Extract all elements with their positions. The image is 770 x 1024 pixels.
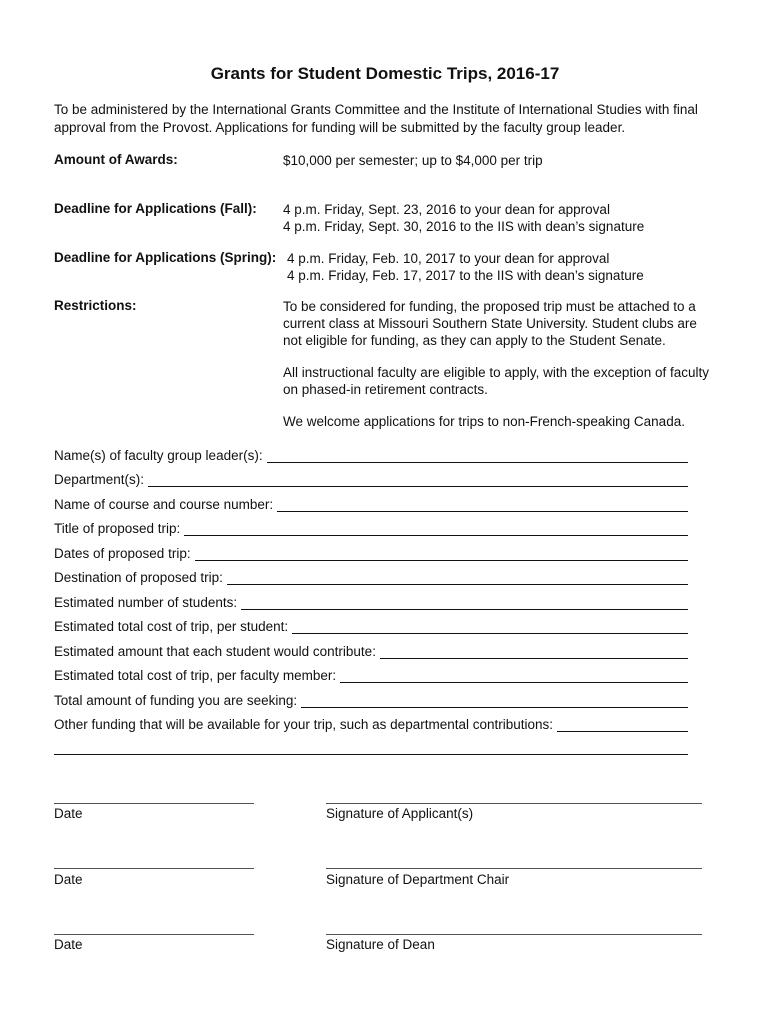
date-caption-3: Date — [54, 937, 83, 952]
cost-per-student-input-line[interactable] — [292, 620, 688, 634]
field-label: Dates of proposed trip: — [54, 546, 191, 561]
page-title: Grants for Student Domestic Trips, 2016-17 — [210, 64, 560, 83]
field-label: Estimated number of students: — [54, 595, 238, 610]
students-count-input-line[interactable] — [241, 596, 688, 610]
dean-signature-line[interactable] — [326, 934, 702, 935]
spring-deadline-label: Deadline for Applications (Spring): — [54, 250, 277, 265]
chair-signature-line[interactable] — [326, 868, 702, 869]
spring-deadline-line1: 4 p.m. Friday, Feb. 10, 2017 to your dean for approval — [287, 251, 610, 266]
trip-dates-input-line[interactable] — [195, 547, 688, 561]
field-label: Estimated total cost of trip, per faculty member: — [54, 668, 337, 683]
field-label: Destination of proposed trip: — [54, 570, 223, 585]
restrictions-paragraph-2: All instructional faculty are eligible to apply, with the exception of faculty on phased-in retirement contracts. — [283, 365, 709, 397]
spring-deadline-line2: 4 p.m. Friday, Feb. 17, 2017 to the IIS with dean’s signature — [287, 268, 644, 283]
restrictions-paragraph-1: To be considered for funding, the proposed trip must be attached to a current class at Missouri Southern State University. Student clubs are not eligible for funding, as they can apply to the Student Senate. — [283, 299, 697, 348]
applicant-signature-line[interactable] — [326, 803, 702, 804]
spring-deadline-value — [287, 250, 727, 284]
fall-deadline-label: Deadline for Applications (Fall): — [54, 201, 257, 216]
awards-value — [283, 152, 723, 169]
course-field[interactable] — [54, 492, 688, 512]
student-contribution-input-line[interactable] — [380, 645, 688, 659]
destination-input-line[interactable] — [227, 571, 688, 585]
faculty-leader-field[interactable] — [54, 443, 688, 463]
fall-deadline-value — [283, 201, 723, 235]
faculty-leader-input-line[interactable] — [267, 449, 688, 463]
date-line-2[interactable] — [54, 868, 254, 869]
trip-title-field[interactable] — [54, 516, 688, 536]
applicant-signature-caption: Signature of Applicant(s) — [326, 806, 474, 821]
field-label: Other funding that will be available for your trip, such as departmental contributions: — [54, 717, 554, 732]
date-line-3[interactable] — [54, 934, 254, 935]
awards-value-text: $10,000 per semester; up to $4,000 per trip — [283, 153, 543, 168]
restrictions-value — [283, 298, 713, 430]
trip-dates-field[interactable] — [54, 541, 688, 561]
funding-sought-input-line[interactable] — [301, 694, 688, 708]
other-funding-input-line[interactable] — [557, 718, 688, 732]
intro-paragraph: To be administered by the International Grants Committee and the Institute of International Studies with final approval from the Provost. Applications for funding will be submitted by the faculty group leader. — [54, 102, 698, 135]
field-label: Total amount of funding you are seeking: — [54, 693, 298, 708]
cost-per-faculty-input-line[interactable] — [340, 669, 688, 683]
field-label: Name of course and course number: — [54, 497, 274, 512]
restrictions-label: Restrictions: — [54, 298, 137, 313]
students-count-field[interactable] — [54, 590, 688, 610]
chair-signature-caption: Signature of Department Chair — [326, 872, 510, 887]
department-input-line[interactable] — [148, 473, 688, 487]
funding-sought-field[interactable] — [54, 688, 688, 708]
dean-signature-caption: Signature of Dean — [326, 937, 435, 952]
date-caption-1: Date — [54, 806, 83, 821]
field-label: Estimated total cost of trip, per student: — [54, 619, 289, 634]
date-caption-2: Date — [54, 872, 83, 887]
date-line-1[interactable] — [54, 803, 254, 804]
restrictions-paragraph-3: We welcome applications for trips to non-French-speaking Canada. — [283, 414, 685, 429]
course-input-line[interactable] — [277, 498, 688, 512]
fall-deadline-line1: 4 p.m. Friday, Sept. 23, 2016 to your dean for approval — [283, 202, 610, 217]
field-label: Title of proposed trip: — [54, 521, 181, 536]
field-label: Estimated amount that each student would contribute: — [54, 644, 376, 659]
other-funding-continuation-line[interactable] — [54, 754, 688, 755]
trip-title-input-line[interactable] — [184, 522, 688, 536]
department-field[interactable] — [54, 467, 688, 487]
student-contribution-field[interactable] — [54, 639, 688, 659]
cost-per-student-field[interactable] — [54, 614, 688, 634]
awards-label: Amount of Awards: — [54, 152, 178, 167]
field-label: Department(s): — [54, 472, 145, 487]
field-label: Name(s) of faculty group leader(s): — [54, 448, 263, 463]
cost-per-faculty-field[interactable] — [54, 663, 688, 683]
other-funding-field[interactable] — [54, 712, 688, 732]
fall-deadline-line2: 4 p.m. Friday, Sept. 30, 2016 to the IIS with dean’s signature — [283, 219, 645, 234]
destination-field[interactable] — [54, 565, 688, 585]
